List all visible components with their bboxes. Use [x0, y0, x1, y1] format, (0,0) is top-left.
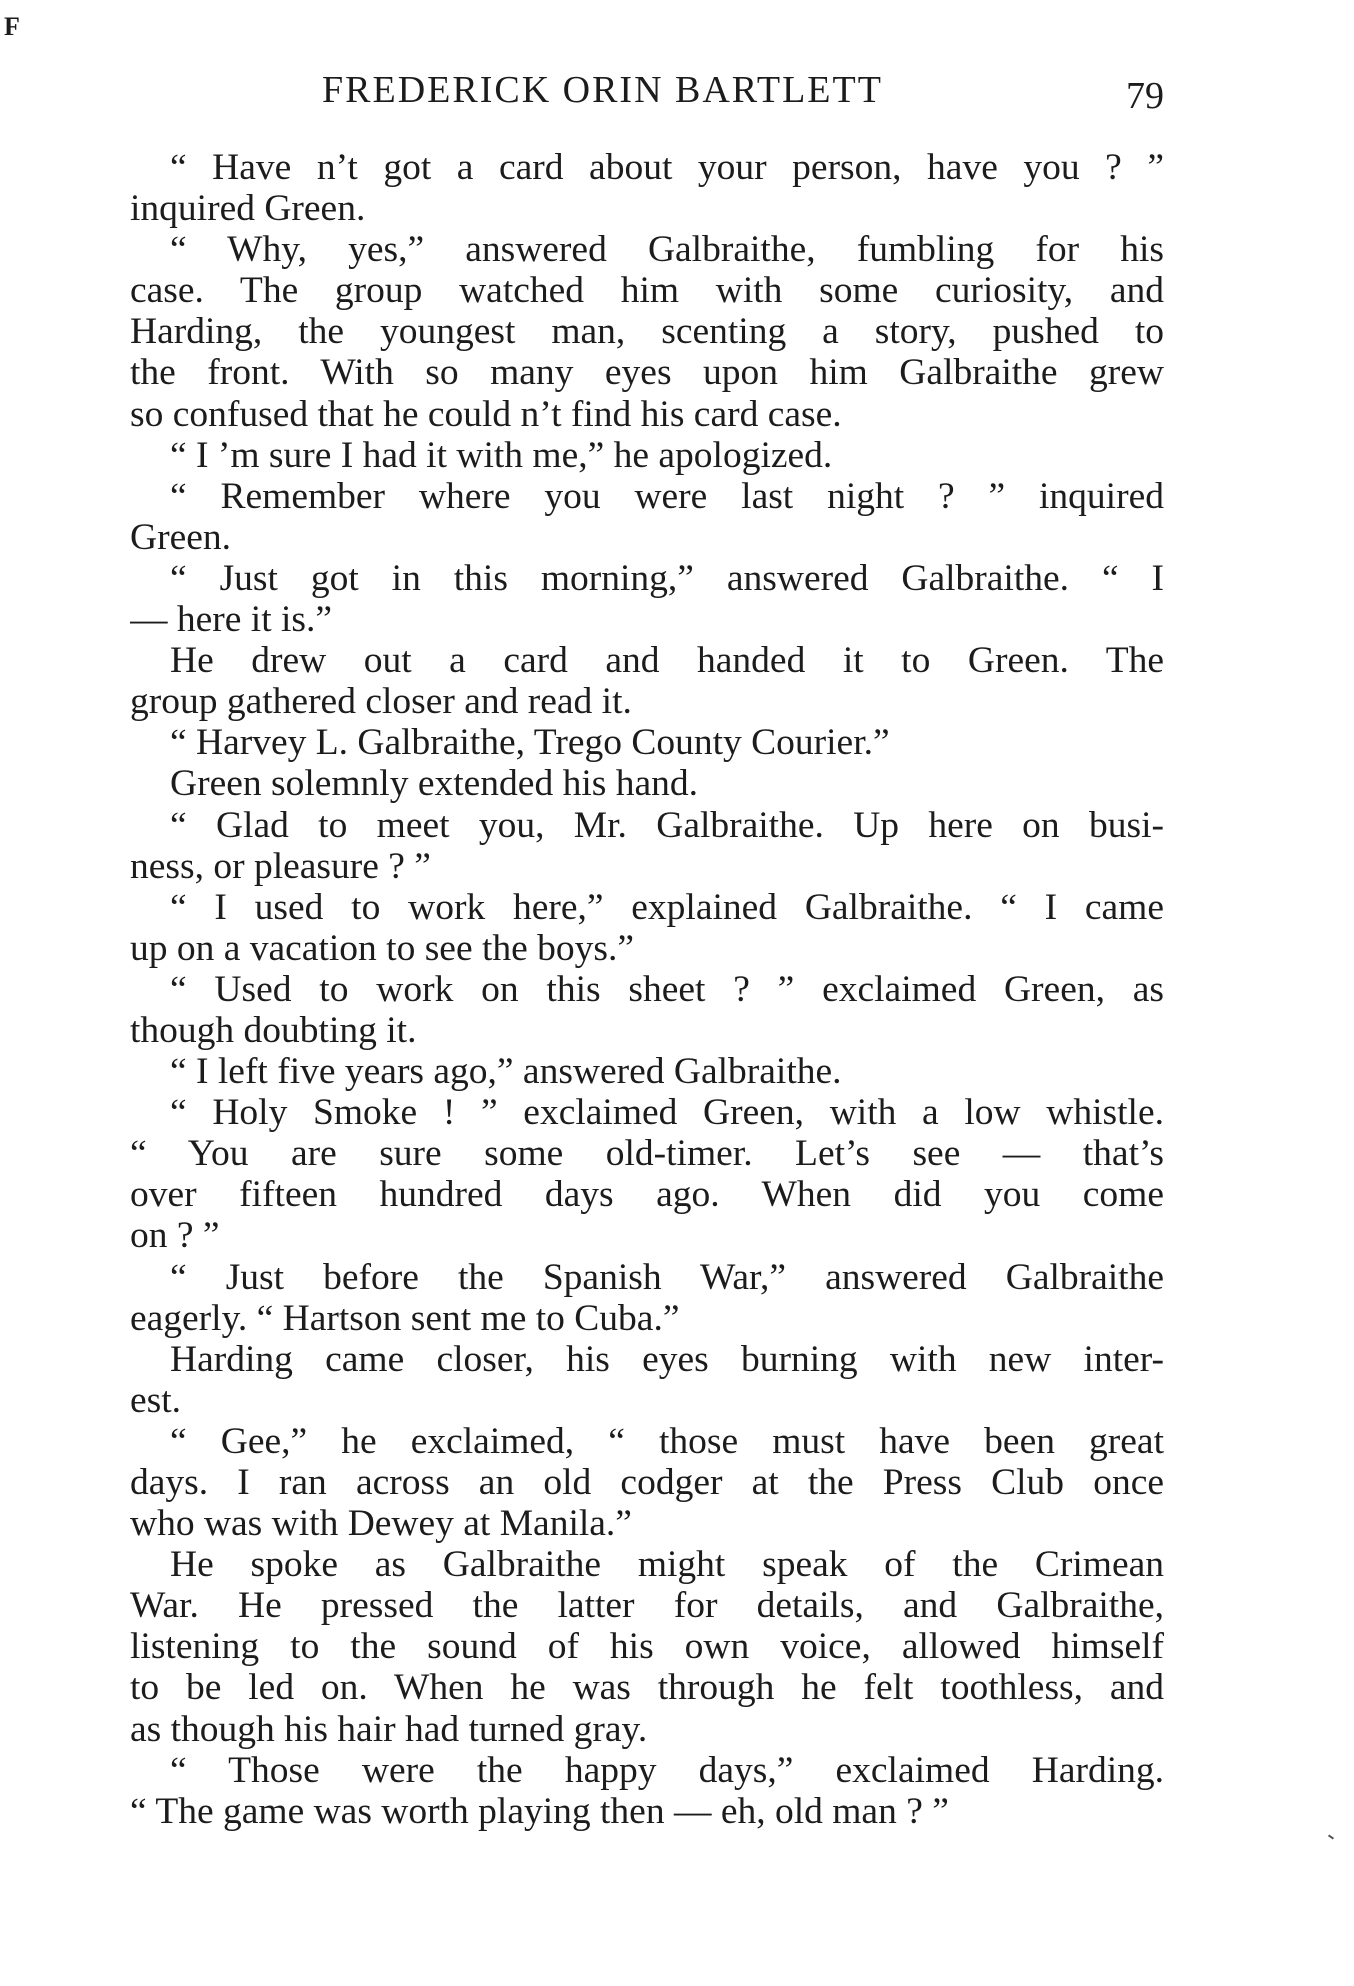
corner-mark: F [4, 12, 20, 41]
text-line: as though his hair had turned gray. [130, 1708, 648, 1750]
text-line: “ I left five years ago,” answered Galbraithe. [170, 1051, 842, 1093]
page-header [130, 62, 1164, 118]
running-head: FREDERICK ORIN BARTLETT [322, 69, 883, 111]
text-line: inquired Green. [130, 188, 366, 230]
text-line: who was with Dewey at Manila.” [130, 1503, 632, 1545]
text-line: case. The group watched him with some curiosity, and [130, 270, 1164, 312]
text-line: “ Remember where you were last night ? ” inquired [170, 475, 1164, 517]
text-line: “ Harvey L. Galbraithe, Trego County Courier.” [170, 722, 890, 764]
text-line: eagerly. “ Hartson sent me to Cuba.” [130, 1297, 680, 1339]
text-line: days. I ran across an old codger at the Press Club once [130, 1462, 1164, 1503]
text-line: over fifteen hundred days ago. When did you come [130, 1174, 1164, 1216]
text-line: so confused that he could n’t find his card case. [130, 393, 842, 435]
text-line: He drew out a card and handed it to Green. The [170, 640, 1164, 682]
text-line: “ Used to work on this sheet ? ” exclaimed Green, as [170, 968, 1164, 1010]
text-line: Harding came closer, his eyes burning with new inter- [170, 1338, 1164, 1380]
text-line: “ Glad to meet you, Mr. Galbraithe. Up here on busi- [170, 804, 1164, 846]
text-line: though doubting it. [130, 1009, 417, 1051]
text-line: est. [130, 1379, 182, 1421]
page-number: 79 [1126, 75, 1164, 117]
text-line: “ Just before the Spanish War,” answered Galbraithe [170, 1256, 1164, 1298]
text-line: the front. With so many eyes upon him Galbraithe grew [130, 352, 1164, 394]
text-line: group gathered closer and read it. [130, 681, 632, 723]
text-line: “ Why, yes,” answered Galbraithe, fumbling for his [170, 229, 1164, 271]
text-line: “ Those were the happy days,” exclaimed Harding. [170, 1749, 1164, 1791]
text-line: “ You are sure some old-timer. Let’s see — that’s [130, 1133, 1164, 1175]
text-line: Green. [130, 516, 231, 558]
text-line: — here it is.” [130, 599, 333, 641]
text-line: Harding, the youngest man, scenting a story, pushed to [130, 311, 1164, 353]
text-line: up on a vacation to see the boys.” [130, 927, 635, 969]
text-line: “ Gee,” he exclaimed, “ those must have been great [170, 1420, 1164, 1462]
text-line: “ I used to work here,” explained Galbraithe. “ I came [170, 886, 1164, 928]
text-line: ness, or pleasure ? ” [130, 845, 431, 887]
text-line: He spoke as Galbraithe might speak of the Crimean [170, 1544, 1164, 1586]
text-line: Green solemnly extended his hand. [170, 763, 698, 805]
text-line: “ Holy Smoke ! ” exclaimed Green, with a low whistle. [170, 1092, 1164, 1134]
text-line: “ The game was worth playing then — eh, old man ? ” [130, 1790, 949, 1832]
body-text [130, 147, 1164, 1832]
text-line: War. He pressed the latter for details, and Galbraithe, [130, 1585, 1164, 1627]
text-line: listening to the sound of his own voice, allowed himself [130, 1626, 1164, 1668]
text-line: “ I ’m sure I had it with me,” he apologized. [170, 434, 833, 476]
text-line: to be led on. When he was through he felt toothless, and [130, 1667, 1164, 1709]
text-line: on ? ” [130, 1215, 220, 1257]
text-line: “ Just got in this morning,” answered Galbraithe. “ I [170, 557, 1164, 599]
text-line: “ Have n’t got a card about your person, have you ? ” [170, 147, 1164, 188]
margin-mark [1328, 1834, 1334, 1839]
